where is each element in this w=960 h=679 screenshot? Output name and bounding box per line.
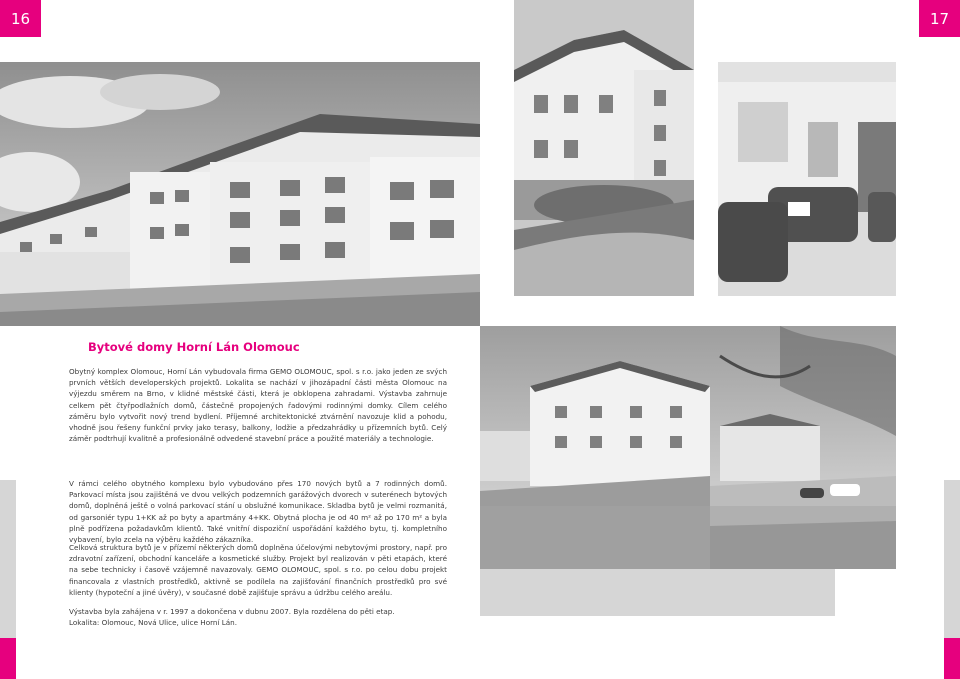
- paragraph-intro: Obytný komplex Olomouc, Horní Lán vybudovala firma GEMO OLOMOUC, spol. s r.o. jako jeden ze svých prvních větších developerských projektů. Lokalita se nachází v jihozápadní části města Olomouc na výjezdu směrem na Brno, v klidné městské části, která je obklopena zahradami. Výstavba zahrnuje celkem pět čtyřpodlažních domů, částečně propojených řadovými rodinnými domky. Cílem celého záměru bylo vytvořit nový trend bydlení. Příjemné architektonické ztvárnění navozuje klid a pohodu, vhodně jsou řešeny funkční prvky jako terasy, balkony, lodžie a předzahrádky u přízemních bytů. Celý záměr podtrhují kvalitně a profesionálně odvedené stavební práce a použité materiály a technologie.: [69, 367, 447, 444]
- page-number-right-text: 17: [929, 9, 950, 28]
- page-title: Bytové domy Horní Lán Olomouc: [88, 340, 300, 354]
- photo-living-room-interior: [718, 62, 896, 296]
- photo-building-corner-garden: [514, 0, 694, 296]
- page-number-left-text: 16: [10, 9, 31, 28]
- pink-edge-bar-right: [944, 637, 960, 679]
- gray-edge-band-left: [0, 480, 16, 638]
- pink-edge-bar-left: [0, 637, 16, 679]
- paragraph-construction: Výstavba byla zahájena v r. 1997 a dokončena v dubnu 2007. Byla rozdělena do pěti etap. Lokalita: Olomouc, Nová Ulice, ulice Horní Lán.: [69, 607, 395, 628]
- photo-apartment-buildings-panorama: [0, 62, 480, 326]
- page-number-right: [919, 0, 960, 37]
- paragraph-structure: Celková struktura bytů je v přízemí některých domů doplněna účelovými nebytovými prostory, např. pro zdravotní zařízení, obchodní kanceláře a kosmetické služby. Projekt byl realizován v pěti etapách, které na sebe technicky i časově vzájemně navazovaly. GEMO OLOMOUC, spol. s r.o. po celou dobu projekt financovala z vlastních prostředků, aktivně se podílela na zajišťování finančních prostředků pro své klienty (hypoteční a jiné úvěry), v současné době zajišťuje správu a údržbu celého areálu.: [69, 543, 447, 597]
- paragraph-apartments: V rámci celého obytného komplexu bylo vybudováno přes 170 nových bytů a 7 rodinných domů. Parkovací místa jsou zajištěná ve dvou velkých podzemních garážových dvorech v suterénech bytových domů, doplněná ještě o volná parkovací stání u obslužné komunikace. Skladba bytů je velmi rozmanitá, od garsoniér typu 1+KK až po byty a apartmány 4+KK. Obytná plocha je od 40 m² až po 170 m² a byla plně podřízena požadavkům klientů. Také vnitřní dispoziční uspořádání každého bytu, tj. kompletního vybavení, bylo zcela na výběru každého zákazníka.: [69, 479, 447, 545]
- photo-estate-street-view: [480, 326, 896, 569]
- page-number-left: [0, 0, 41, 37]
- gray-edge-band-right: [944, 480, 960, 638]
- gray-band-bottom: [480, 569, 835, 616]
